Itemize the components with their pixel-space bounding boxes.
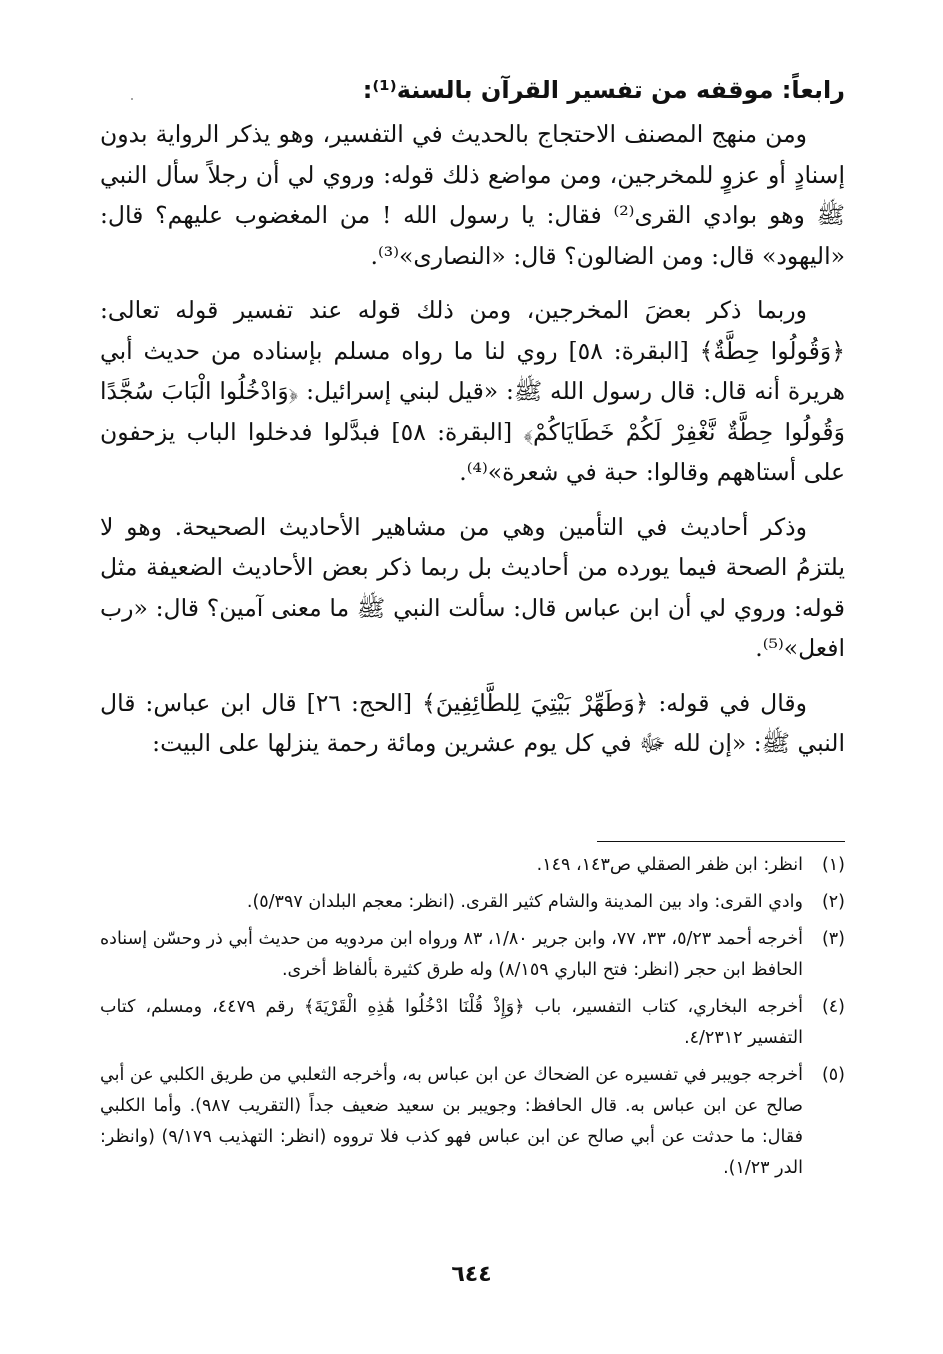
footnote-number: (١) (821, 855, 845, 875)
footnote-text: وادي القرى: واد بين المدينة والشام كثير القرى. (انظر: معجم البلدان ٥/٣٩٧). (246, 892, 803, 912)
paragraph-2: وربما ذكر بعضَ المخرجين، ومن ذلك قوله عند تفسير قوله تعالى: ﴿وَقُولُوا حِطَّةٌ﴾ [البقرة: ٥٨] روي لنا ما رواه مسلم بإسناده من حديث أبي هريرة أنه قال: قال رسول الله ﷺ: «قيل لبني إسرائيل: ﴿وَادْخُلُوا الْبَابَ سُجَّدًا وَقُولُوا حِطَّةٌ نَّغْفِرْ لَكُمْ خَطَايَاكُمْ﴾ [البقرة: ٥٨] فبدَّلوا فدخلوا الباب يزحفون على أستاههم وقالوا: حبة في شعرة»⁽⁴⁾. (100, 296, 845, 486)
footnote-number: (٤) (821, 997, 845, 1017)
footnotes (100, 850, 845, 1190)
footnote-number: (٥) (821, 1065, 845, 1085)
paragraph-3: وذكر أحاديث في التأمين وهي من مشاهير الأحاديث الصحيحة. وهو لا يلتزمُ الصحة فيما يورده من أحاديث بل ربما ذكر بعض الأحاديث الضعيفة مثل قوله: وروي لي أن ابن عباس قال: سألت النبي ﷺ ما معنى آمين؟ قال: «رب افعل»⁽⁵⁾. (100, 512, 845, 662)
footnote-number: (٣) (821, 929, 845, 949)
paragraph-1: ومن منهج المصنف الاحتجاج بالحديث في التفسير، وهو يذكر الرواية بدون إسنادٍ أو عزوٍ للمخرجين، ومن مواضع ذلك قوله: وروي لي أن رجلاً سأل النبي ﷺ وهو بوادي القرى⁽²⁾ فقال: يا رسول الله ! من المغضوب عليهم؟ قال: «اليهود» قال: ومن الضالون؟ قال: «النصارى»⁽³⁾. (100, 120, 845, 270)
footnote-divider (597, 841, 845, 842)
footnote-2 (100, 887, 845, 918)
footnote-text: أخرجه أحمد ٥/٢٣، ٣٣، ٧٧، وابن جرير ١/٨٠، ٨٣ ورواه ابن مردويه من حديث أبي ذر وحسّن إسناده الحافظ ابن حجر (انظر: فتح الباري ٨/١٥٩) وله طرق كثيرة بألفاظ أخرى. (100, 929, 804, 980)
footnote-1 (100, 850, 845, 881)
footnote-text: انظر: ابن ظفر الصقلي ص١٤٣، ١٤٩. (536, 855, 803, 875)
footnote-text: أخرجه جويبر في تفسيره عن الضحاك عن ابن عباس به، وأخرجه الثعلبي من طريق الكلبي عن أبي صالح عن ابن عباس به. قال الحافظ: وجويبر بن سعيد ضعيف جداً (التقريب ٩٨٧). وأما الكلبي فقال: ما حدثت عن أبي صالح عن ابن عباس فهو كذب فلا ترووه (انظر: التهذيب ٩/١٧٩) (وانظر: الدر ١/٢٣). (100, 1065, 803, 1178)
page-number: ٦٤٤ (451, 1262, 492, 1287)
footnote-3 (100, 924, 845, 986)
paragraph-4: وقال في قوله: ﴿وَطَهِّرْ بَيْتِيَ لِلطَّائِفِينَ﴾ [الحج: ٢٦] قال ابن عباس: قال النبي ﷺ: «إن لله ﷻ في كل يوم عشرين ومائة رحمة ينزلها على البيت: (100, 688, 845, 757)
footnote-5 (100, 1060, 845, 1184)
footnote-4 (100, 992, 845, 1054)
footnote-text: أخرجه البخاري، كتاب التفسير، باب ﴿وَإِذْ قُلْنَا ادْخُلُوا هَٰذِهِ الْقَرْيَةَ﴾ رقم ٤٤٧٩، ومسلم، كتاب التفسير ٤/٢٣١٢. (100, 997, 803, 1048)
footnote-number: (٢) (821, 892, 845, 912)
section-heading: رابعاً: موقفه من تفسير القرآن بالسنة⁽¹⁾: (362, 76, 845, 104)
main-text (100, 70, 845, 778)
